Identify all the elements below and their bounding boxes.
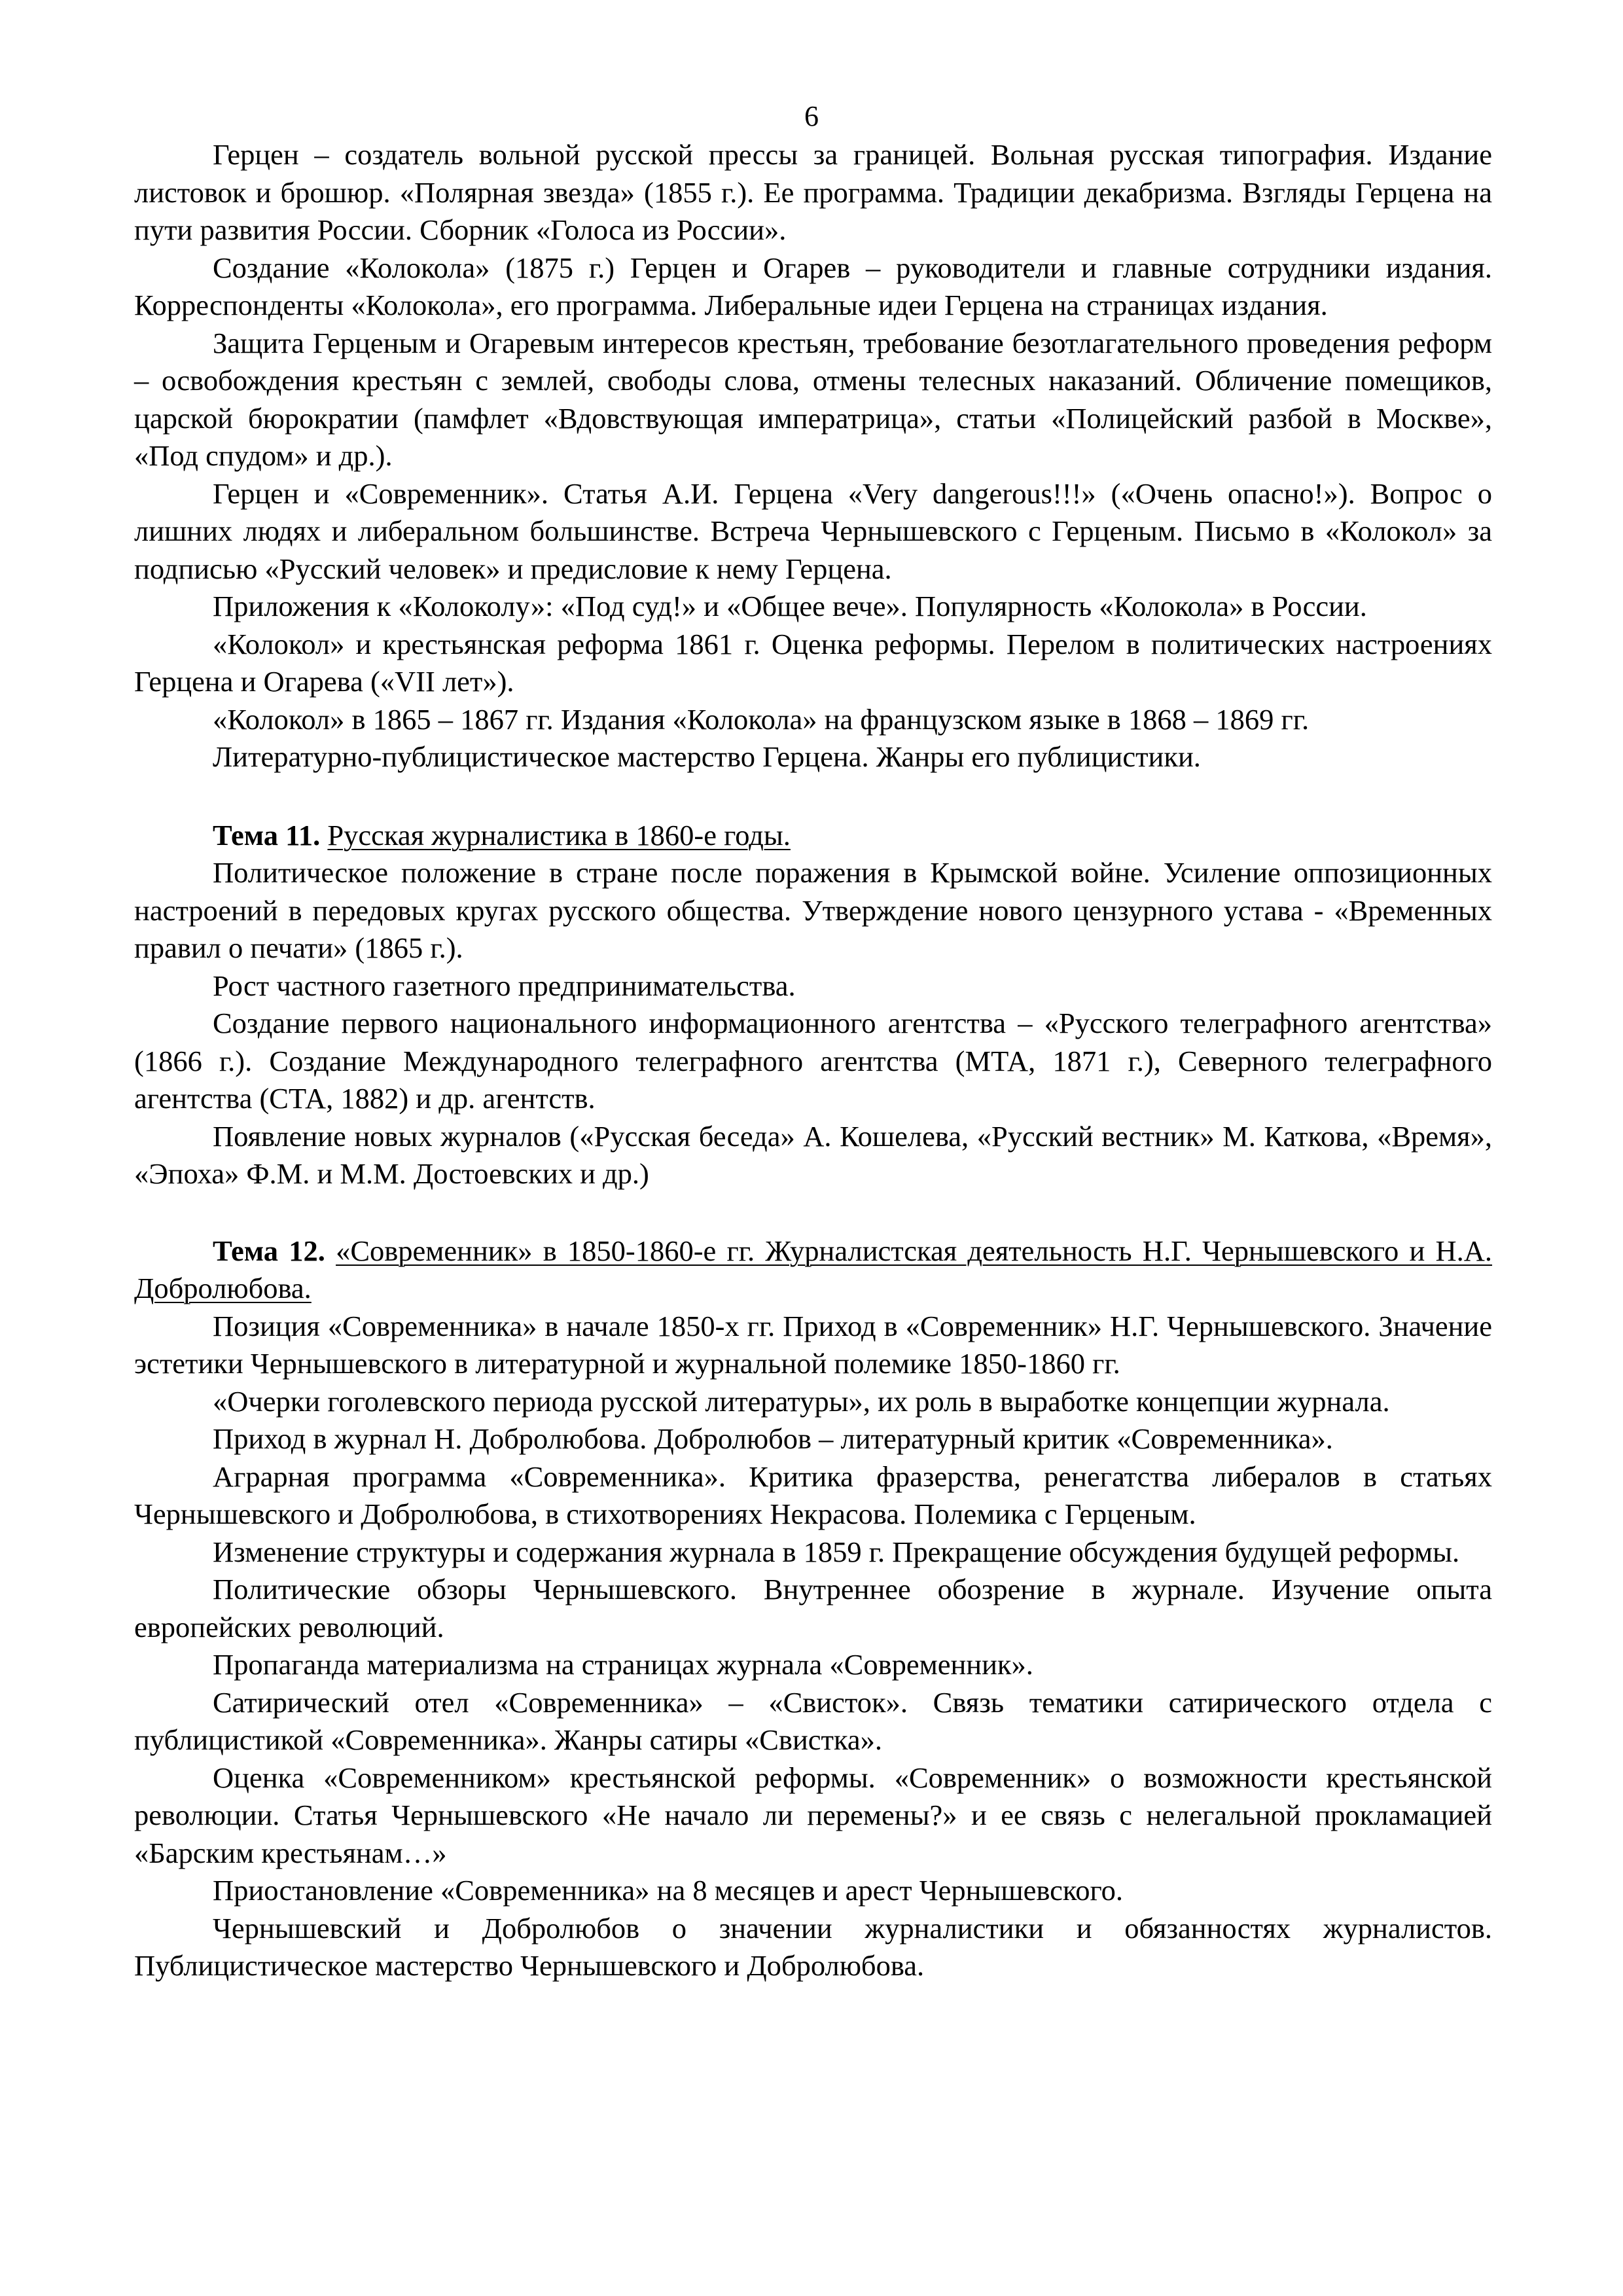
paragraph: Появление новых журналов («Русская беседа» А. Кошелева, «Русский вестник» М. Каткова, «Время», «Эпоха» Ф.М. и М.М. Достоевских и др.) <box>134 1119 1492 1190</box>
paragraph: Сатирический отел «Современника» – «Свисток». Связь тематики сатирического отдела с публицистикой «Современника». Жанры сатиры «Свистка». <box>134 1685 1492 1756</box>
paragraph: Оценка «Современником» крестьянской реформы. «Современник» о возможности крестьянской революции. Статья Чернышевского «Не начало ли перемены?» и ее связь с нелегальной прокламацией «Барским крестьянам…» <box>134 1761 1492 1869</box>
paragraph: Изменение структуры и содержания журнала в 1859 г. Прекращение обсуждения будущей реформы. <box>213 1535 1460 1568</box>
paragraph: Рост частного газетного предпринимательства. <box>213 969 796 1002</box>
paragraph: Позиция «Современника» в начале 1850-х гг. Приход в «Современник» Н.Г. Чернышевского. Значение эстетики Чернышевского в литературной и журнальной полемике 1850-1860 гг. <box>134 1309 1492 1380</box>
page-number: 6 <box>804 100 819 132</box>
paragraph: Защита Герценым и Огаревым интересов крестьян, требование безотлагательного проведения реформ – освобождения крестьян с землей, свободы слова, отмены телесных наказаний. Обличение помещиков, царской бюрократии (памфлет «Вдовствующая императрица», статьи «Полицейский разбой в Москве», «Под спудом» и др.). <box>134 326 1492 472</box>
paragraph: «Колокол» и крестьянская реформа 1861 г. Оценка реформы. Перелом в политических настроениях Герцена и Огарева («VII лет»). <box>134 627 1492 698</box>
document-body <box>134 136 1492 1985</box>
paragraph: Создание «Колокола» (1875 г.) Герцен и Огарев – руководители и главные сотрудники издания. Корреспонденты «Колокола», его программа. Либеральные идеи Герцена на страницах издания. <box>134 251 1492 321</box>
paragraph: Чернышевский и Добролюбов о значении журналистики и обязанностях журналистов. Публицистическое мастерство Чернышевского и Добролюбова. <box>134 1911 1492 1982</box>
paragraph: Приход в журнал Н. Добролюбова. Добролюбов – литературный критик «Современника». <box>213 1422 1333 1455</box>
paragraph: Приложения к «Колоколу»: «Под суд!» и «Общее вече». Популярность «Колокола» в России. <box>213 590 1367 622</box>
paragraph: «Очерки гоголевского периода русской литературы», их роль в выработке концепции журнала. <box>213 1384 1390 1418</box>
paragraph: Политическое положение в стране после поражения в Крымской войне. Усиление оппозиционных настроений в передовых кругах русского общества. Утверждение нового цензурного устава - «Временных правил о печати» (1865 г.). <box>134 856 1492 964</box>
topic-12-heading <box>134 1232 1492 1308</box>
paragraph: «Колокол» в 1865 – 1867 гг. Издания «Колокола» на французском языке в 1868 – 1869 гг. <box>213 702 1310 736</box>
paragraph: Аграрная программа «Современника». Критика фразерства, ренегатства либералов в статьях Чернышевского и Добролюбова, в стихотворениях Некрасова. Полемика с Герценым. <box>134 1460 1492 1530</box>
paragraph: Политические обзоры Чернышевского. Внутреннее обозрение в журнале. Изучение опыта европейских революций. <box>134 1573 1492 1643</box>
topic-12-label: Тема 12. <box>213 1234 325 1267</box>
topic-11-heading <box>134 817 1492 855</box>
paragraph: Пропаганда материализма на страницах журнала «Современник». <box>213 1648 1033 1681</box>
topic-12-title: «Современник» в 1850-1860-е гг. Журналистская деятельность Н.Г. Чернышевского и Н.А. Добролюбова. <box>134 1234 1493 1304</box>
paragraph: Приостановление «Современника» на 8 месяцев и арест Чернышевского. <box>213 1874 1124 1907</box>
paragraph: Герцен – создатель вольной русской прессы за границей. Вольная русская типография. Издание листовок и брошюр. «Полярная звезда» (1855 г.). Ее программа. Традиции декабризма. Взгляды Герцена на пути развития России. Сборник «Голоса из России». <box>134 138 1492 246</box>
paragraph: Литературно-публицистическое мастерство Герцена. Жанры его публицистики. <box>213 740 1201 773</box>
topic-11-title: Русская журналистика в 1860-е годы. <box>327 818 791 852</box>
topic-11-label: Тема 11. <box>213 818 321 852</box>
paragraph: Создание первого национального информационного агентства – «Русского телеграфного агентства» (1866 г.). Создание Международного телеграфного агентства (МТА, 1871 г.), Северного телеграфного агентства (СТА, 1882) и др. агентств. <box>134 1007 1492 1115</box>
paragraph: Герцен и «Современник». Статья А.И. Герцена «Very dangerous!!!» («Очень опасно!»). Вопрос о лишних людях и либеральном большинстве. Встреча Чернышевского с Герценым. Письмо в «Колокол» за подписью «Русский человек» и предисловие к нему Герцена. <box>134 476 1492 585</box>
